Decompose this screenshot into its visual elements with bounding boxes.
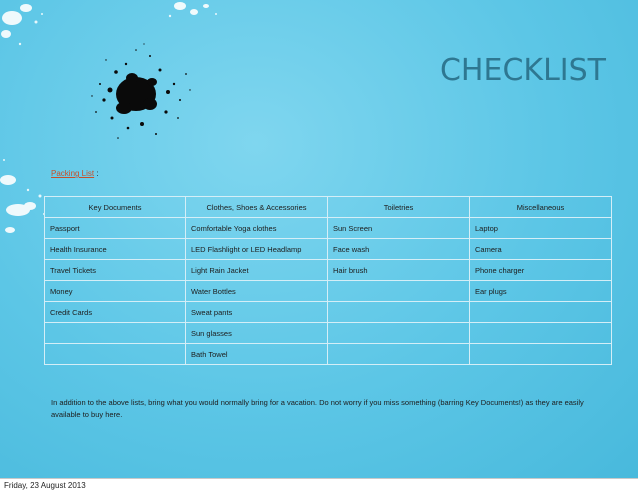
table-cell: Hair brush (328, 260, 470, 281)
table-cell (328, 323, 470, 344)
table-cell (470, 302, 612, 323)
table-row (45, 344, 612, 365)
table-cell: Camera (470, 239, 612, 260)
table-cell: Sun glasses (186, 323, 328, 344)
table-cell: Comfortable Yoga clothes (186, 218, 328, 239)
header-clothes: Clothes, Shoes & Accessories (186, 197, 328, 218)
table-cell: Laptop (470, 218, 612, 239)
table-cell: Ear plugs (470, 281, 612, 302)
table-header-row (45, 197, 612, 218)
table-cell (328, 344, 470, 365)
header-miscellaneous: Miscellaneous (470, 197, 612, 218)
table-cell: Passport (45, 218, 186, 239)
table-cell: Credit Cards (45, 302, 186, 323)
header-key-documents: Key Documents (45, 197, 186, 218)
header-toiletries: Toiletries (328, 197, 470, 218)
table-cell (470, 344, 612, 365)
packing-list-colon: : (94, 169, 99, 178)
table-row (45, 323, 612, 344)
table-cell (470, 323, 612, 344)
slide-title: CHECKLIST (439, 53, 606, 88)
table-row (45, 302, 612, 323)
black-splash (91, 43, 190, 138)
table-cell (45, 344, 186, 365)
checklist-table (44, 196, 612, 365)
packing-note: In addition to the above lists, bring what you would normally bring for a vacation. Do not worry if you miss something (barring Key Documents!) as they are easily available to buy here. (51, 398, 584, 419)
table-cell: Travel Tickets (45, 260, 186, 281)
footer-date: Friday, 23 August 2013 (4, 481, 86, 490)
packing-list-heading (51, 169, 99, 178)
table-cell: LED Flashlight or LED Headlamp (186, 239, 328, 260)
table-cell: Sun Screen (328, 218, 470, 239)
table-cell: Light Rain Jacket (186, 260, 328, 281)
footer-bar (0, 478, 638, 492)
table-cell (328, 281, 470, 302)
table-cell: Sweat pants (186, 302, 328, 323)
table-cell: Bath Towel (186, 344, 328, 365)
table-row (45, 218, 612, 239)
table-cell: Face wash (328, 239, 470, 260)
table-cell: Health Insurance (45, 239, 186, 260)
packing-list-link[interactable]: Packing List (51, 169, 95, 178)
table-row (45, 239, 612, 260)
table-cell (45, 323, 186, 344)
table-cell (328, 302, 470, 323)
table-row (45, 281, 612, 302)
table-cell: Phone charger (470, 260, 612, 281)
table-row (45, 260, 612, 281)
table-cell: Money (45, 281, 186, 302)
table-cell: Water Bottles (186, 281, 328, 302)
